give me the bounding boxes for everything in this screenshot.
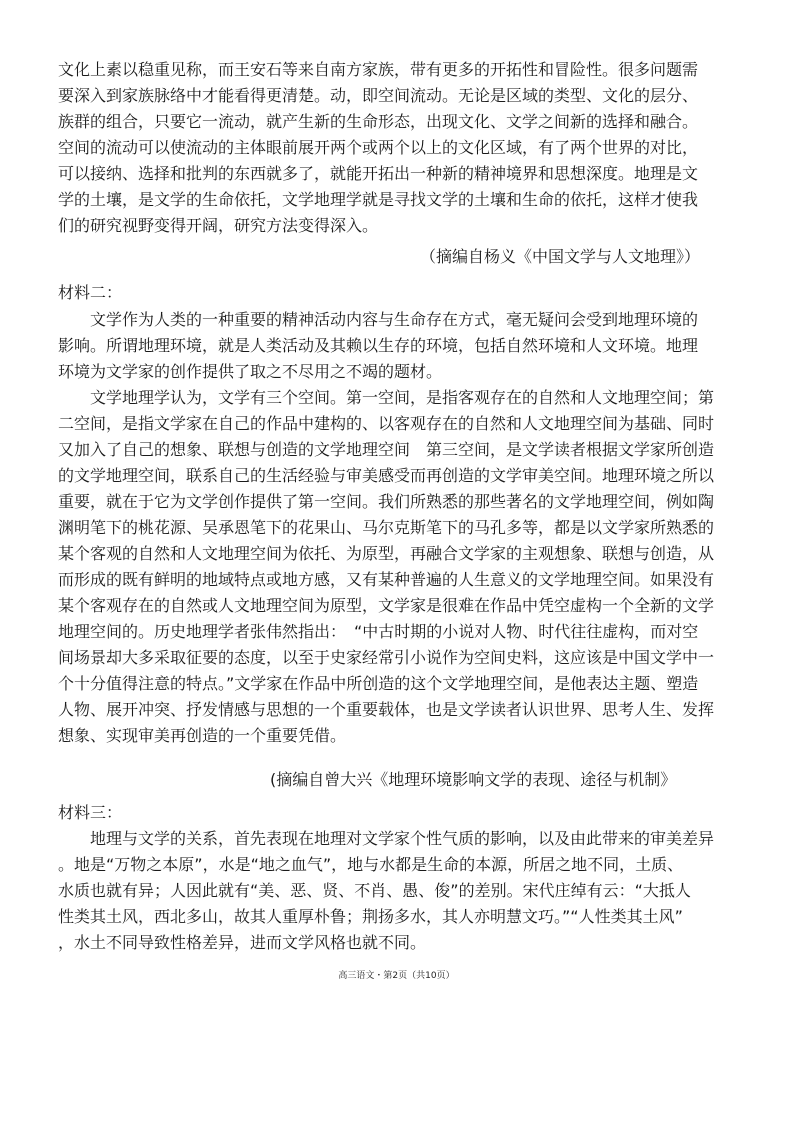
text-line: 二空间，是指文学家在自己的作品中建构的、以客观存在的自然和人文地理空间为基础、同时 xyxy=(58,414,715,433)
text-line: ，水土不同导致性格差异，进而文学风格也就不同。 xyxy=(58,933,427,952)
text-line: 间场景却大多采取征要的态度，以至于史家经常引小说作为空间史料，这应该是中国文学中一 xyxy=(58,648,715,667)
source-citation: （摘编自杨义《中国文学与人文地理》） xyxy=(420,247,701,266)
text-line: 而形成的既有鲜明的地域特点或地方感，又有某种普遍的人生意义的文学地理空间。如果没有 xyxy=(58,570,715,589)
text-line: 地理空间的。历史地理学者张伟然指出： “中古时期的小说对人物、时代往往虚构，而对空 xyxy=(58,622,699,641)
material-heading: 材料三： xyxy=(58,803,123,822)
text-line: 某个客观的自然和人文地理空间为依托、为原型，再融合文学家的主观想象、联想与创造，从 xyxy=(58,544,715,563)
source-citation: (摘编自曾大兴《地理环境影响文学的表现、途径与机制》 xyxy=(270,770,677,789)
text-line: 文化上素以稳重见称，而王安石等来自南方家族，带有更多的开拓性和冒险性。很多问题需 xyxy=(58,60,699,79)
text-line: 的文学地理空间，联系自己的生活经验与审美感受而再创造的文学审美空间。地理环境之所以 xyxy=(58,466,715,485)
text-line: 文学作为人类的一种重要的精神活动内容与生命存在方式，毫无疑问会受到地理环境的 xyxy=(90,310,699,329)
text-line: 人物、展开冲突、抒发情感与思想的一个重要载体，也是文学读者认识世界、思考人生、发挥 xyxy=(58,700,715,719)
text-line: 要深入到家族脉络中才能看得更清楚。动，即空间流动。无论是区域的类型、文化的层分、 xyxy=(58,86,699,105)
text-line: 又加入了自己的想象、联想与创造的文学地理空间 第三空间，是文学读者根据文学家所创造 xyxy=(58,440,715,459)
text-line: 。地是“万物之本原”，水是“地之血气”，地与水都是生命的本源，所居之地不同，土质、 xyxy=(58,855,684,874)
text-line: 渊明笔下的桃花源、吴承恩笔下的花果山、马尔克斯笔下的马孔多等，都是以文学家所熟悉的 xyxy=(58,518,715,537)
text-line: 可以接纳、选择和批判的东西就多了，就能开拓出一种新的精神境界和思想深度。地理是文 xyxy=(58,164,699,183)
page-footer: 高三语文・第2页（共10页） xyxy=(338,971,455,981)
material-heading: 材料二： xyxy=(58,283,123,302)
text-line: 重要，就在于它为文学创作提供了第一空间。我们所熟悉的那些著名的文学地理空间，例如陶 xyxy=(58,492,715,511)
text-line: 个十分值得注意的特点。”文学家在作品中所创造的这个文学地理空间，是他表达主题、塑造 xyxy=(58,674,699,693)
text-line: 们的研究视野变得开阔，研究方法变得深入。 xyxy=(58,216,379,235)
text-line: 性类其土风，西北多山，故其人重厚朴鲁；荆扬多水，其人亦明慧文巧。”“人性类其土风” xyxy=(58,907,683,926)
text-line: 地理与文学的关系，首先表现在地理对文学家个性气质的影响，以及由此带来的审美差异 xyxy=(90,829,715,848)
text-line: 某个客观存在的自然或人文地理空间为原型，文学家是很难在作品中凭空虚构一个全新的文学 xyxy=(58,596,715,615)
text-line: 想象、实现审美再创造的一个重要凭借。 xyxy=(58,726,347,745)
text-line: 影响。所谓地理环境，就是人类活动及其赖以生存的环境，包括自然环境和人文环境。地理 xyxy=(58,336,699,355)
text-line: 学的土壤，是文学的生命依托，文学地理学就是寻找文学的土壤和生命的依托，这样才使我 xyxy=(58,190,699,209)
text-line: 文学地理学认为，文学有三个空间。第一空间，是指客观存在的自然和人文地理空间；第 xyxy=(90,388,715,407)
text-line: 水质也就有异；人因此就有“美、恶、贤、不肖、愚、俊”的差别。宋代庄绰有云：“大抵人 xyxy=(58,881,691,900)
text-line: 环境为文学家的创作提供了取之不尽用之不竭的题材。 xyxy=(58,362,443,381)
text-line: 族群的组合，只要它一流动，就产生新的生命形态，出现文化、文学之间新的选择和融合。 xyxy=(58,112,699,131)
text-line: 空间的流动可以使流动的主体眼前展开两个或两个以上的文化区域，有了两个世界的对比， xyxy=(58,138,699,157)
